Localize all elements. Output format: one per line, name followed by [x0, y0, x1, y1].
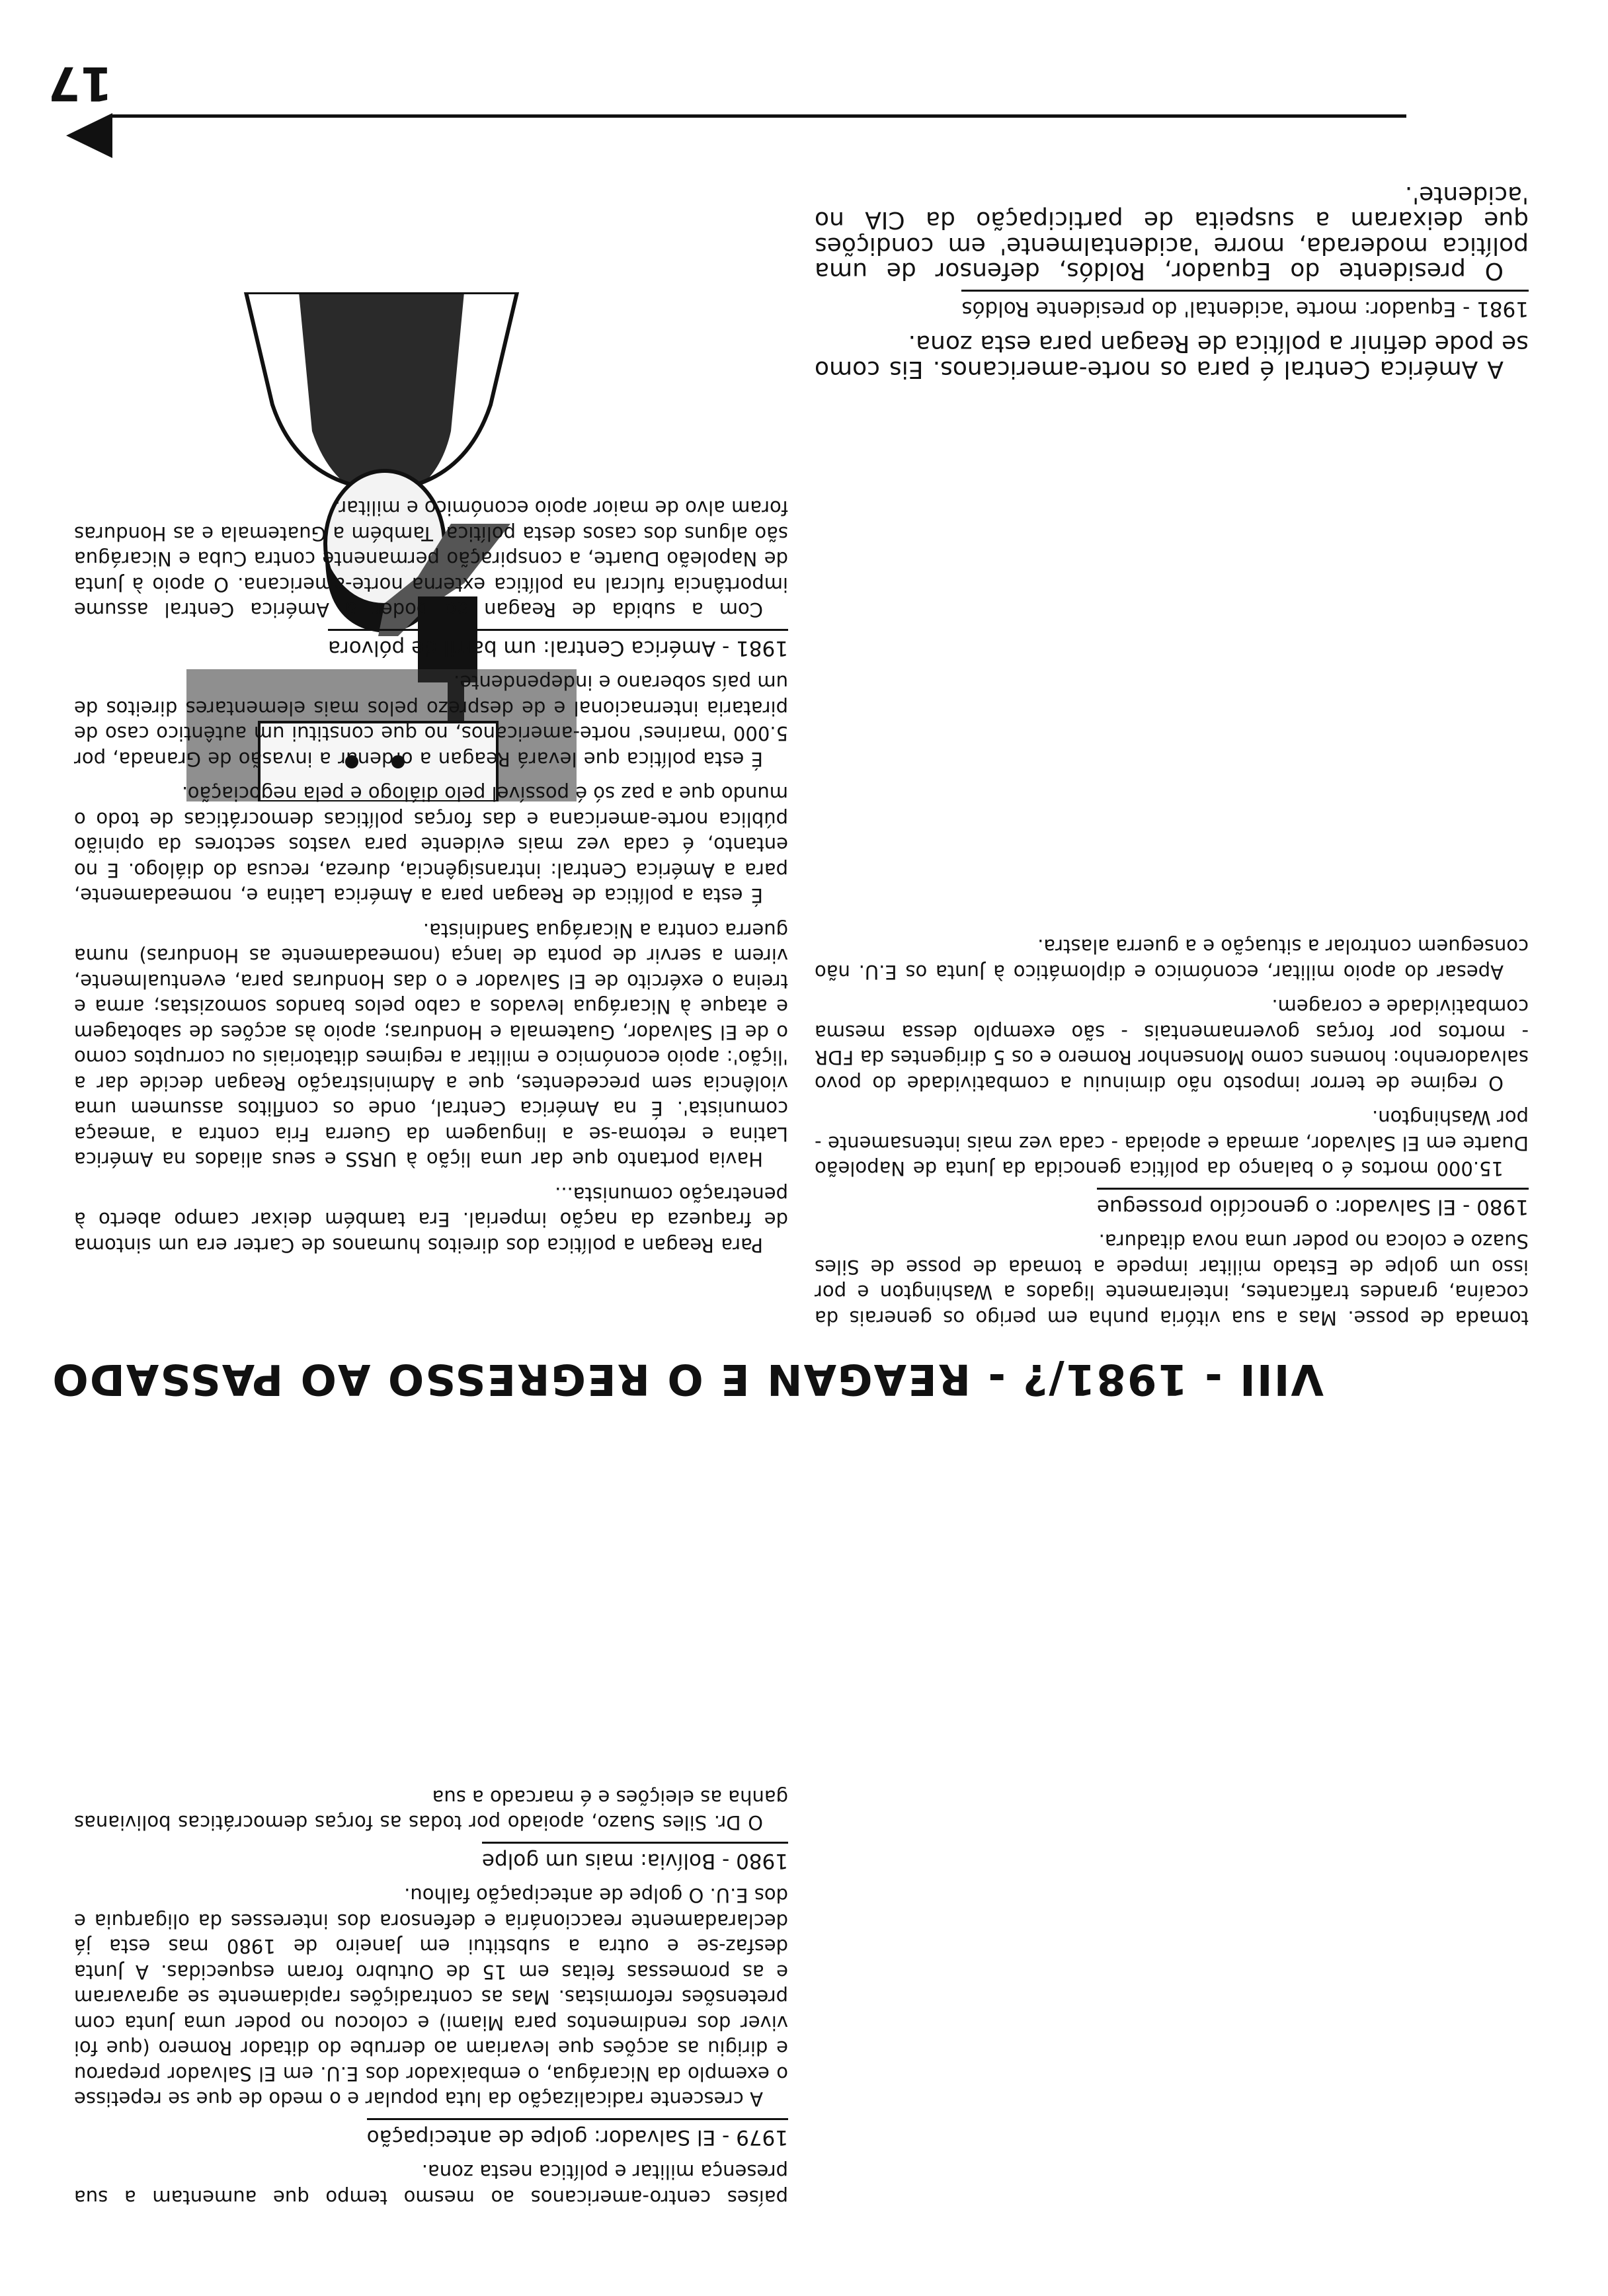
reagan-paragraph-4: É esta política que levará Reagan a ordenar a invasão de Granada, por 5.000 'marines' norte-americanos, no que constitui um autêntico caso de pirataria internacional e de desprezo pelos mais elementares direitos de um país soberano e independente.: [74, 671, 788, 770]
header-rule: [110, 114, 1406, 118]
bolivia-tail-paragraph: tomada de posse. Mas a sua vitória punha em perigo os generais da cocaína, grandes traficantes, inteiramente ligados a Washington e por isso um golpe de Estado militar impede a tomada de posse de Siles Suazo e coloca no poder uma nova ditadura.: [815, 1230, 1529, 1329]
intro-paragraph: A América Central é para os norte-americanos. Eis como se pode definir a política de Reagan para esta zona.: [815, 330, 1529, 383]
salvador-paragraph-2: O regime de terror imposto não diminuiu a combatividade do povo salvadorenho: homens como Monsenhor Romero e os 5 dirigentes da FDR - mortos por forças governamentais - são exemplo dessa mesma combatividade e coragem.: [815, 995, 1529, 1094]
chapter-title: VIII - 1981/? - REAGAN E O REGRESSO AO PASSADO: [51, 1354, 1324, 1403]
equador-paragraph: O presidente do Equador, Roldós, defensor de uma política moderada, morre 'acidentalmente' em condições que deixaram a suspeita de participação da CIA no 'acidente'.: [815, 181, 1529, 285]
left-column-bottom: [815, 924, 1529, 1331]
salvador-paragraph-1: 15.000 mortos é o balanço da política genocida da Junta de Napoleão Duarte em El Salvador, armada e apoiada - cada vez mais intensamente - por Washington.: [815, 1106, 1529, 1180]
salvador-1979-paragraph: A crescente radicalização da luta popular e o medo de que se repetisse o exemplo da Nicarágua, o embaixador dos E.U. em El Salvador preparou e dirigiu as acções que levariam ao derrube do ditador Romero (que foi viver dos rendimentos para Miami) e colocou no poder uma Junta com pretensões reformistas. Mas as contradições rapidamente se agravaram e as promessas feitas em 15 de Outubro foram esquecidas. A Junta desfaz-se e outra a substitui em Janeiro de 1980 mas esta já declaradamente reaccionária e defensora dos interesses da oligarquia e dos E.U. O golpe de antecipação falhou.: [74, 1884, 788, 2111]
section-heading-equador: 1981 - Equador: morte 'acidental' do presidente Roldós: [961, 290, 1529, 322]
left-column-top: [815, 173, 1529, 382]
reagan-paragraph-1: Para Reagan a política dos direitos humanos de Carter era um sintoma de fraqueza da nação imperial. Era também deixar campo aberto à penetração comunista...: [74, 1183, 788, 1256]
reagan-paragraph-3: É esta a política de Reagan para a América Latina e, nomeadamente, para a América Central: intransigência, dureza, recusa do diálogo. E no entanto, é cada vez mais evidente para vastos sectores da opinião pública norte-americana e das forças políticas democráticas de todo o mundo que a paz só é possível pelo diálogo e pela negociação.: [74, 782, 788, 907]
salvador-paragraph-3: Apesar do apoio militar, económico e diplomático à Junta os E.U. não conseguem controlar a situação e a guerra alastra.: [815, 935, 1529, 983]
central-america-paragraph: Com a subida de Reagan ao poder a América Central assume importância fulcral na política externa norte-americana. O apoio à Junta de Napoleão Duarte, a conspiração permanente contra Cuba e Nicarágua são alguns dos casos desta política. Também a Guatemala e as Honduras foram alvo de maior apoio económico e militar.: [74, 497, 788, 622]
section-heading-bolivia: 1980 - Bolívia: mais um golpe: [482, 1842, 788, 1874]
central-tail-paragraph: países centro-americanos ao mesmo tempo que aumentam a sua presença militar e política nesta zona.: [74, 2160, 788, 2209]
arrow-marker-icon: [66, 113, 112, 158]
section-heading-central-america: 1981 - América Central: um barril de pólvora: [328, 630, 788, 661]
section-heading-salvador-1979: 1979 - El Salvador: golpe de antecipação: [367, 2119, 788, 2151]
page-number: 17: [48, 56, 112, 110]
right-column-top: [74, 486, 788, 1258]
right-column-bottom: [74, 1776, 788, 2211]
bolivia-paragraph: O Dr. Siles Suazo, apoiado por todas as forças democráticas bolivianas ganha as eleições e é marcado a sua: [74, 1786, 788, 1834]
section-heading-salvador-1980: 1980 - El Salvador: o genocídio prossegue: [1097, 1188, 1529, 1220]
reagan-paragraph-2: Havia portanto que dar uma lição à URSS e seus aliados na América Latina e retoma-se a linguagem da Guerra Fria contra a 'ameaça comunista'. É na América Central, onde os conflitos assumem uma violência sem precedentes, que a Administração Reagan decide dar a 'lição': apoio económico e militar a regimes ditatoriais ou corruptos como o de El Salvador, Guatemala e Honduras; apoio às acções de sabotagem e ataque à Nicarágua levados a cabo pelos bandos somozistas; arma e treina o exército de El Salvador e o das Honduras para, eventualmente, virem a servir de ponta de lança (nomeadamente as Honduras) numa guerra contra a Nicarágua Sandinista.: [74, 919, 788, 1171]
